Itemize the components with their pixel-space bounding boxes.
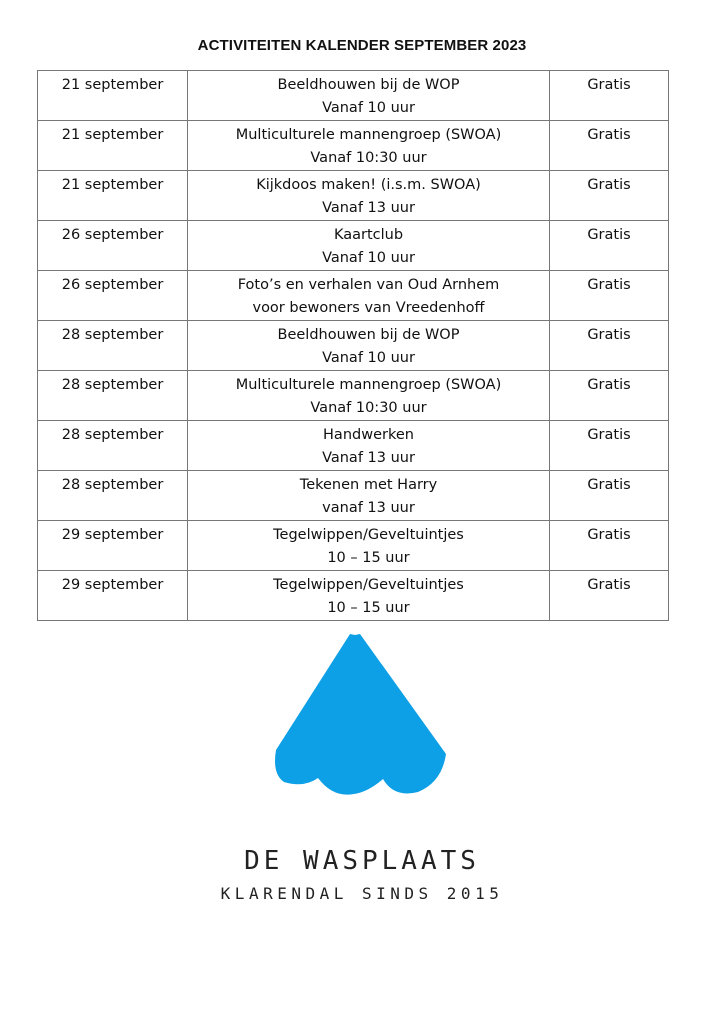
price-cell: Gratis: [550, 171, 669, 221]
date-cell: 28 september: [38, 471, 188, 521]
date-cell: 21 september: [38, 71, 188, 121]
activity-detail: vanaf 13 uur: [322, 500, 415, 516]
activity-title: Multiculturele mannengroep (SWOA): [235, 377, 502, 393]
date-cell: 28 september: [38, 421, 188, 471]
activity-detail: Vanaf 10 uur: [322, 250, 415, 266]
price-cell: Gratis: [550, 521, 669, 571]
activity-detail: 10 – 15 uur: [327, 600, 410, 616]
activity-cell: [188, 471, 550, 521]
activity-cell: [188, 221, 550, 271]
calendar-body: [38, 71, 669, 621]
price-cell: Gratis: [550, 321, 669, 371]
price-cell: Gratis: [550, 71, 669, 121]
water-drop-icon: [270, 632, 452, 812]
price-cell: Gratis: [550, 221, 669, 271]
activity-cell: [188, 521, 550, 571]
activity-detail: 10 – 15 uur: [327, 550, 410, 566]
date-cell: 26 september: [38, 221, 188, 271]
page-title: ACTIVITEITEN KALENDER SEPTEMBER 2023: [197, 37, 527, 54]
table-row: [38, 371, 669, 421]
table-row: [38, 221, 669, 271]
activity-title: Multiculturele mannengroep (SWOA): [235, 127, 502, 143]
activity-detail: Vanaf 13 uur: [322, 200, 415, 216]
activity-title: Beeldhouwen bij de WOP: [277, 77, 460, 93]
price-cell: Gratis: [550, 121, 669, 171]
activity-detail: Vanaf 10 uur: [322, 100, 415, 116]
logo-drop-shape: [275, 634, 446, 795]
price-cell: Gratis: [550, 421, 669, 471]
date-cell: 26 september: [38, 271, 188, 321]
activity-cell: [188, 571, 550, 621]
activity-title: Kijkdoos maken! (i.s.m. SWOA): [256, 177, 481, 193]
activity-detail: Vanaf 13 uur: [322, 450, 415, 466]
activity-cell: [188, 71, 550, 121]
brand-tagline: KLARENDAL SINDS 2015: [220, 884, 504, 903]
price-cell: Gratis: [550, 371, 669, 421]
activity-detail: Vanaf 10 uur: [322, 350, 415, 366]
table-row: [38, 521, 669, 571]
activity-title: Beeldhouwen bij de WOP: [277, 327, 460, 343]
price-cell: Gratis: [550, 571, 669, 621]
activity-detail: Vanaf 10:30 uur: [310, 150, 427, 166]
activity-cell: [188, 321, 550, 371]
activity-cell: [188, 271, 550, 321]
activity-title: Kaartclub: [333, 227, 404, 243]
date-cell: 29 september: [38, 571, 188, 621]
activity-cell: [188, 371, 550, 421]
date-cell: 28 september: [38, 321, 188, 371]
activity-cell: [188, 421, 550, 471]
table-row: [38, 471, 669, 521]
activity-detail: voor bewoners van Vreedenhoff: [252, 300, 485, 316]
table-row: [38, 171, 669, 221]
table-row: [38, 121, 669, 171]
activity-title: Handwerken: [323, 427, 414, 443]
price-cell: Gratis: [550, 271, 669, 321]
activity-title: Tekenen met Harry: [299, 477, 438, 493]
date-cell: 29 september: [38, 521, 188, 571]
activity-title: Tegelwippen/Geveltuintjes: [273, 577, 464, 593]
table-row: [38, 271, 669, 321]
brand-name: DE WASPLAATS: [244, 846, 480, 876]
table-row: [38, 321, 669, 371]
activity-title: Tegelwippen/Geveltuintjes: [273, 527, 464, 543]
activity-calendar-table: [37, 70, 669, 621]
date-cell: 28 september: [38, 371, 188, 421]
table-row: [38, 571, 669, 621]
activity-cell: [188, 121, 550, 171]
activity-cell: [188, 171, 550, 221]
date-cell: 21 september: [38, 171, 188, 221]
activity-title: Foto’s en verhalen van Oud Arnhem: [237, 277, 500, 293]
price-cell: Gratis: [550, 471, 669, 521]
table-row: [38, 71, 669, 121]
date-cell: 21 september: [38, 121, 188, 171]
activity-detail: Vanaf 10:30 uur: [310, 400, 427, 416]
table-row: [38, 421, 669, 471]
